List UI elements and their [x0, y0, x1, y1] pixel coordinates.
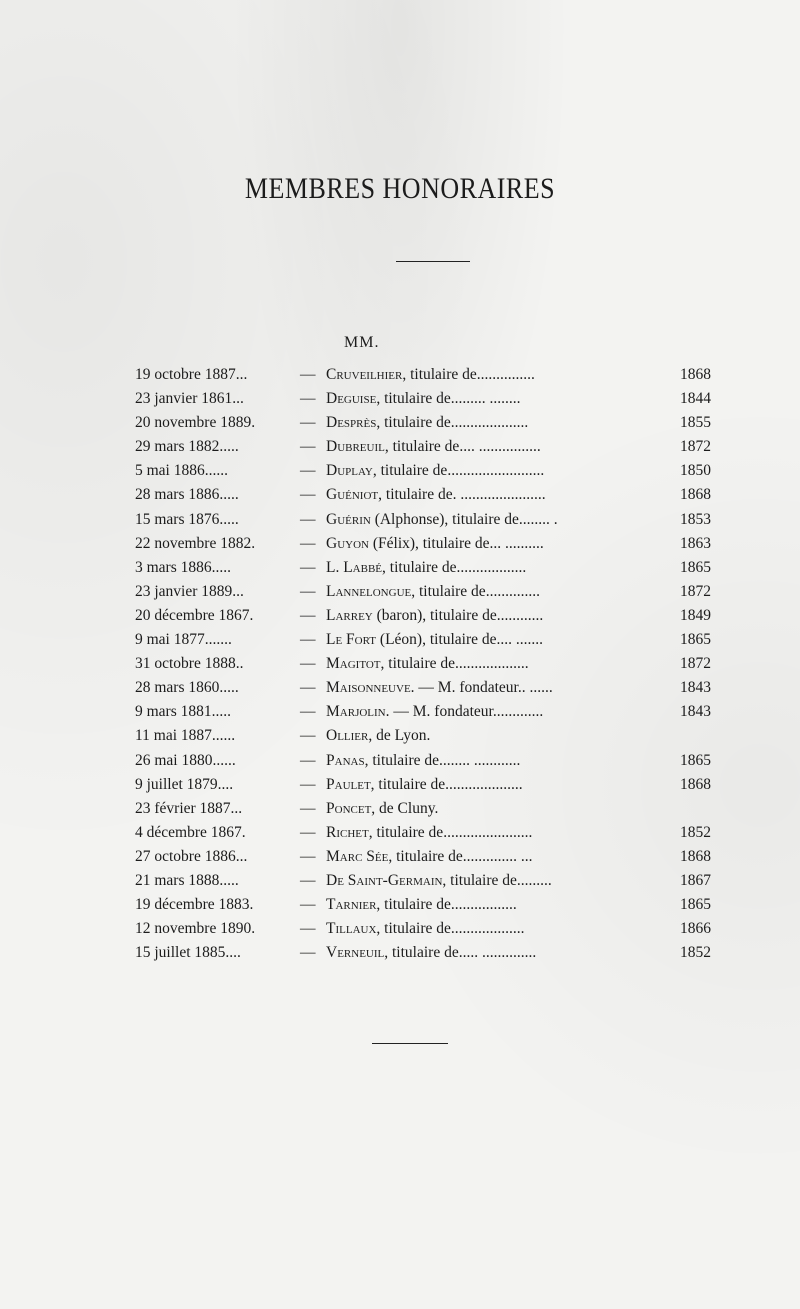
member-date: 4 décembre 1867. — [135, 823, 246, 841]
list-item — [0, 389, 800, 413]
member-year: 1843 — [680, 703, 711, 721]
list-item — [0, 485, 800, 509]
member-description: , titulaire de......................... — [372, 462, 545, 480]
member-date: 11 mai 1887...... — [135, 727, 236, 745]
member-name: Magitot — [326, 655, 381, 673]
separator-dash: — — [300, 920, 316, 938]
member-date: 27 octobre 1886... — [135, 847, 248, 865]
member-date: 20 novembre 1889. — [135, 414, 256, 432]
member-year: 1863 — [680, 534, 711, 552]
separator-dash: — — [300, 438, 316, 456]
member-date: 15 juillet 1885.... — [135, 944, 241, 962]
member-description: , de Cluny. — [371, 799, 439, 817]
separator-dash: — — [300, 486, 316, 504]
member-date: 23 janvier 1861... — [135, 390, 244, 408]
list-item — [0, 678, 800, 702]
list-item — [0, 437, 800, 461]
member-name: Cruveilhier — [326, 366, 403, 383]
member-name: Le Fort — [326, 631, 377, 649]
separator-dash: — — [300, 896, 316, 914]
member-name: Guyon — [326, 534, 369, 552]
member-name: Marjolin — [326, 703, 386, 721]
member-name: Desprès — [326, 414, 377, 432]
member-description: , titulaire de. ...................... — [378, 486, 546, 504]
member-entry — [326, 534, 666, 554]
separator-dash: — — [300, 582, 316, 600]
separator-dash: — — [300, 823, 316, 841]
member-year: 1865 — [680, 751, 711, 769]
separator-dash: — — [300, 847, 316, 865]
separator-dash: — — [300, 871, 316, 889]
member-date: 28 mars 1860..... — [135, 679, 239, 697]
member-name: Lannelongue — [326, 582, 412, 600]
list-item — [0, 895, 800, 919]
title-divider — [396, 261, 470, 262]
list-item — [0, 847, 800, 871]
member-date: 5 mai 1886...... — [135, 462, 228, 480]
list-item — [0, 726, 800, 750]
separator-dash: — — [300, 631, 316, 649]
member-entry — [326, 654, 666, 674]
member-name: Guéniot — [326, 486, 379, 504]
member-year: 1867 — [680, 871, 711, 889]
list-item — [0, 871, 800, 895]
member-entry — [326, 510, 666, 530]
member-year: 1853 — [680, 510, 711, 528]
member-date: 3 mars 1886..... — [135, 558, 232, 576]
list-item — [0, 823, 800, 847]
page-title: MEMBRES HONORAIRES — [244, 172, 556, 205]
separator-dash: — — [300, 606, 316, 624]
member-entry — [326, 558, 666, 578]
member-entry — [326, 702, 666, 722]
separator-dash: — — [300, 679, 316, 697]
member-name: Larrey — [326, 606, 373, 624]
member-date: 12 novembre 1890. — [135, 920, 256, 938]
member-description: (Alphonse), titulaire de........ . — [370, 510, 558, 528]
member-year: 1868 — [680, 775, 711, 793]
member-name: Dubreuil — [326, 438, 385, 456]
member-year: 1872 — [680, 655, 711, 673]
member-name: Poncet — [326, 799, 372, 817]
member-date: 28 mars 1886..... — [135, 486, 239, 504]
member-year: 1850 — [680, 462, 711, 480]
member-date: 9 mai 1877....... — [135, 631, 232, 649]
member-year: 1866 — [680, 920, 711, 938]
member-name: Tillaux — [326, 920, 377, 938]
separator-dash: — — [300, 703, 316, 721]
member-description: , titulaire de..... .............. — [384, 944, 537, 962]
member-date: 31 octobre 1888.. — [135, 655, 244, 673]
separator-dash: — — [300, 462, 316, 480]
member-description: , titulaire de....................... — [368, 823, 533, 841]
separator-dash: — — [300, 655, 316, 673]
separator-dash: — — [300, 558, 316, 576]
separator-dash: — — [300, 751, 316, 769]
member-entry — [326, 389, 666, 409]
member-name: De Saint-Germain — [326, 871, 443, 889]
member-year: 1865 — [680, 896, 711, 914]
list-header: MM. — [344, 334, 380, 351]
member-year: 1852 — [680, 823, 711, 841]
member-name: Deguise — [326, 390, 377, 408]
member-year: 1849 — [680, 606, 711, 624]
member-year: 1868 — [680, 366, 711, 383]
member-entry — [326, 413, 666, 433]
list-item — [0, 630, 800, 654]
member-name: Paulet — [326, 775, 371, 793]
member-year: 1865 — [680, 631, 711, 649]
list-item — [0, 775, 800, 799]
member-date: 22 novembre 1882. — [135, 534, 256, 552]
separator-dash: — — [300, 534, 316, 552]
member-name: Verneuil — [326, 944, 385, 962]
member-name: Maisonneuve — [326, 679, 411, 697]
member-description: , titulaire de................... — [376, 920, 525, 938]
member-date: 9 juillet 1879.... — [135, 775, 234, 793]
member-name: Richet — [326, 823, 369, 841]
member-description: , titulaire de.............. ... — [388, 847, 533, 865]
member-date: 20 décembre 1867. — [135, 606, 254, 624]
list-item — [0, 365, 800, 389]
list-item — [0, 654, 800, 678]
member-entry — [326, 847, 666, 867]
member-description: , titulaire de.................. — [382, 558, 527, 576]
member-entry — [326, 678, 666, 698]
list-item — [0, 558, 800, 582]
member-entry — [326, 630, 666, 650]
separator-dash: — — [300, 775, 316, 793]
list-item — [0, 582, 800, 606]
member-name: L. Labbé — [326, 558, 383, 576]
member-entry — [326, 582, 666, 602]
member-description: , titulaire de................... — [380, 655, 529, 673]
member-description: , titulaire de............... — [402, 366, 535, 383]
member-entry — [326, 606, 666, 626]
member-name: Panas — [326, 751, 365, 769]
member-entry — [326, 726, 666, 746]
separator-dash: — — [300, 414, 316, 432]
member-year: 1868 — [680, 847, 711, 865]
separator-dash: — — [300, 510, 316, 528]
member-description: (Léon), titulaire de.... ....... — [376, 631, 544, 649]
separator-dash: — — [300, 390, 316, 408]
list-item — [0, 534, 800, 558]
member-entry — [326, 751, 666, 771]
list-item — [0, 413, 800, 437]
member-year: 1852 — [680, 944, 711, 962]
member-entry — [326, 775, 666, 795]
member-entry — [326, 799, 666, 819]
member-year: 1872 — [680, 438, 711, 456]
member-name: Ollier — [326, 727, 369, 745]
member-entry — [326, 437, 666, 457]
member-name: Marc Sée — [326, 847, 389, 865]
member-description: , titulaire de......... — [442, 871, 552, 889]
member-description: (Félix), titulaire de... .......... — [368, 534, 544, 552]
member-date: 23 février 1887... — [135, 799, 243, 817]
member-entry — [326, 823, 666, 843]
member-description: , titulaire de.................... — [370, 775, 523, 793]
member-year: 1855 — [680, 414, 711, 432]
member-date: 19 décembre 1883. — [135, 896, 254, 914]
member-name: Tarnier — [326, 896, 377, 914]
list-item — [0, 919, 800, 943]
member-description: , de Lyon. — [368, 727, 431, 745]
member-entry — [326, 485, 666, 505]
member-description: . — M. fondateur............. — [385, 703, 544, 721]
separator-dash: — — [300, 366, 316, 383]
member-year: 1868 — [680, 486, 711, 504]
members-list — [0, 365, 800, 967]
member-description: (baron), titulaire de............ — [372, 606, 544, 624]
end-divider — [372, 1043, 448, 1044]
separator-dash: — — [300, 799, 316, 817]
member-date: 15 mars 1876..... — [135, 510, 239, 528]
member-entry — [326, 871, 666, 891]
list-item — [0, 943, 800, 967]
list-item — [0, 799, 800, 823]
separator-dash: — — [300, 727, 316, 745]
member-date: 21 mars 1888..... — [135, 871, 239, 889]
separator-dash: — — [300, 944, 316, 962]
member-description: , titulaire de................. — [376, 896, 517, 914]
list-item — [0, 510, 800, 534]
member-year: 1865 — [680, 558, 711, 576]
list-item — [0, 702, 800, 726]
member-year: 1872 — [680, 582, 711, 600]
member-name: Guérin — [326, 510, 371, 528]
member-year: 1843 — [680, 679, 711, 697]
member-description: , titulaire de......... ........ — [376, 390, 521, 408]
member-date: 29 mars 1882..... — [135, 438, 239, 456]
member-name: Duplay — [326, 462, 373, 480]
member-entry — [326, 943, 666, 963]
member-year: 1844 — [680, 390, 711, 408]
member-description: , titulaire de.... ................ — [384, 438, 541, 456]
member-date: 19 octobre 1887... — [135, 366, 248, 383]
list-item — [0, 751, 800, 775]
member-entry — [326, 365, 666, 385]
member-entry — [326, 461, 666, 481]
list-item — [0, 606, 800, 630]
member-description: , titulaire de.............. — [411, 582, 540, 600]
member-entry — [326, 919, 666, 939]
list-item — [0, 461, 800, 485]
member-date: 26 mai 1880...... — [135, 751, 236, 769]
member-description: . — M. fondateur.. ...... — [410, 679, 553, 697]
member-description: , titulaire de.................... — [376, 414, 529, 432]
member-date: 9 mars 1881..... — [135, 703, 232, 721]
member-entry — [326, 895, 666, 915]
member-date: 23 janvier 1889... — [135, 582, 244, 600]
member-description: , titulaire de........ ............ — [364, 751, 521, 769]
